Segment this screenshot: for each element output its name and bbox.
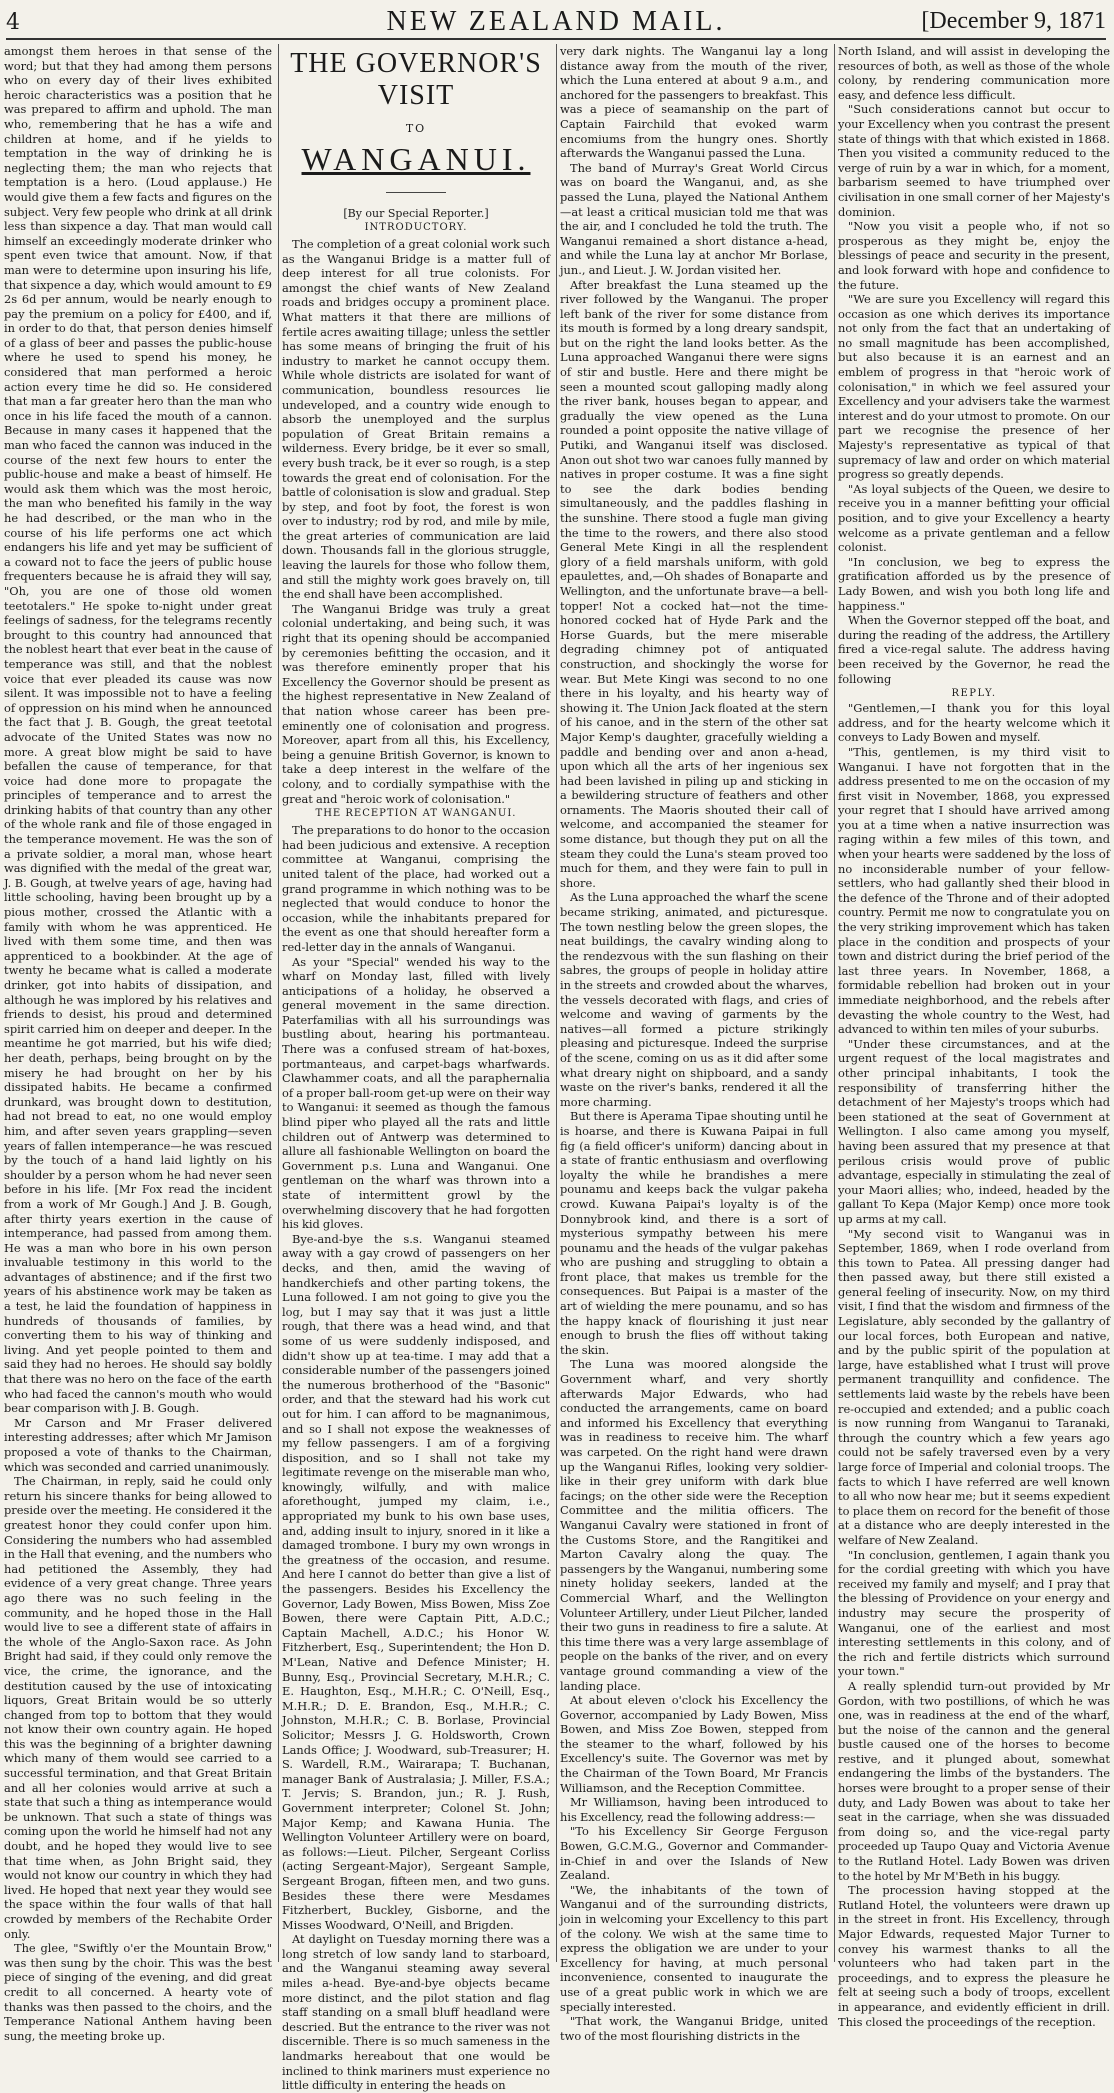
paragraph: Mr Williamson, having been introduced to his Excellency, read the following address:—: [560, 1795, 828, 1824]
paragraph: The glee, "Swiftly o'er the Mountain Brow," was then sung by the choir. This was the best piece of singing of the evening, and did great credit to all concerned. A hearty vote of thanks was then passed to the choirs, and the Temperance National Anthem having been sung, the meeting broke up.: [4, 1941, 272, 2043]
section-heading-reception: THE RECEPTION AT WANGANUI.: [315, 808, 517, 820]
paragraph: "My second visit to Wanganui was in September, 1869, when I rode overland from this town to Patea. All pressing danger had then passed away, but there still existed a general feeling of insecurity. Now, on my third visit, I find that the wisdom and firmness of the Legislature, ably seconded by the gallantry of our local forces, both European and native, and by the public spirit of the population at large, have established what I trust will prove permanent tranquillity and confidence. The settlements laid waste by the rebels have been re-occupied and extended; and a public coach is now running from Wanganui to Taranaki, through the country which a few years ago could not be safely traversed even by a very large force of Imperial and colonial troops. The facts to which I have referred are well known to all who now hear me; but it seems expedient to place them on record for the benefit of those at a distance who are deeply interested in the welfare of New Zealand.: [838, 1226, 1110, 1547]
column-1: [4, 44, 272, 2043]
paragraph: "We, the inhabitants of the town of Wanganui and of the surrounding districts, join in welcoming your Excellency to this part of the colony. We wish at the same time to express the obligation we are under to your Excellency for having, at much personal inconvenience, consented to inaugurate the use of a great public work in which we are specially interested.: [560, 1882, 828, 2014]
column-3: [560, 44, 828, 2043]
paragraph: "Now you visit a people who, if not so prosperous as they might be, enjoy the blessings of peace and security in the present, and look forward with hope and confidence to the future.: [838, 219, 1110, 292]
paragraph: The completion of a great colonial work such as the Wanganui Bridge is a matter full of deep interest for all true colonists. For amongst the chief wants of New Zealand roads and bridges occupy a prominent place. What matters it that there are millions of fertile acres awaiting tillage; unless the settler has some means of bringing the fruit of his industry to market he cannot occupy them. While whole districts are isolated for want of communication, boundless resources lie undeveloped, and a country wide enough to absorb the unemployed and the surplus population of Great Britain remains a wilderness. Every bridge, be it ever so small, every bush track, be it ever so rough, is a step towards the great end of colonisation. For the battle of colonisation is slow and gradual. Step by step, and foot by foot, the forest is won over to industry; rod by rod, and mile by mile, the great arteries of communication are laid down. Thousands fall in the glorious struggle, leaving the laurels for those who follow them, and still the mighty work goes bravely on, till the end shall have been accomplished.: [282, 237, 550, 602]
divider: [386, 192, 446, 193]
paragraph: The Wanganui Bridge was truly a great colonial undertaking, and being such, it was right that its opening should be accompanied by ceremonies befitting the occasion, and it was therefore eminently proper that his Excellency the Governor should be present as the highest representative in New Zealand of that nation whose career has been pre-eminently one of colonisation and progress. Moreover, apart from all this, his Excellency, being a genuine British Governor, is known to take a deep interest in the welfare of the colony, and to cordially sympathise with the great and "heroic work of colonisation.": [282, 601, 550, 806]
article-title-place: WANGANUI.: [301, 141, 531, 177]
paragraph: At about eleven o'clock his Excellency the Governor, accompanied by Lady Bowen, Miss Bowen, and Miss Zoe Bowen, stepped from the steamer to the wharf, followed by his Excellency's suite. The Governor was met by the Chairman of the Town Board, Mr Francis Williamson, and the Reception Committee.: [560, 1693, 828, 1795]
column-rule: [278, 44, 279, 1962]
paragraph: very dark nights. The Wanganui lay a long distance away from the mouth of the river, which the Luna entered at about 9 a.m., and anchored for the passengers to breakfast. This was a piece of seamanship on the part of Captain Fairchild that evoked warm encomiums from the hungry ones. Shortly afterwards the Wanganui passed the Luna.: [560, 44, 828, 161]
paragraph: North Island, and will assist in developing the resources of both, as well as those of the whole colony, by rendering communication more easy, and defence less difficult.: [838, 44, 1110, 102]
paragraph: As your "Special" wended his way to the wharf on Monday last, filled with lively anticipations of a holiday, he observed a general movement in the same direction. Paterfamilias with all his surroundings was bustling about, hearing his portmanteau. There was a confused stream of hat-boxes, portmanteaus, and carpet-bags wharfwards. Clawhammer coats, and all the paraphernalia of a proper ball-room get-up were on their way to Wanganui: it seemed as though the famous blind piper who played all the rats and little children out of Antwerp was determined to allure all fashionable Wellington on board the Government p.s. Luna and Wanganui. One gentleman on the wharf was thrown into a state of intermittent growl by the overwhelming discovery that he had forgotten his kid gloves.: [282, 954, 550, 1232]
paragraph: Bye-and-bye the s.s. Wanganui steamed away with a gay crowd of passengers on her decks, and then, amid the waving of handkerchiefs and other parting tokens, the Luna followed. I am not going to give you the log, but I may say that it was just a little rough, that there was a head wind, and that some of us were suddenly indisposed, and didn't show up at tea-time. I may add that a considerable number of the passengers joined the numerous brotherhood of the "Basonic" order, and that the steward had his work cut out for him. I can afford to be magnanimous, and so I shall not expose the weaknesses of my fellow passengers. I am of a forgiving disposition, and so I shall not take my legitimate revenge on the miserable man who, knowingly, wilfully, and with malice aforethought, jumped my claim, i.e., appropriated my bunk to his own base uses, and, adding insult to injury, snored in it like a damaged trombone. I bury my own wrongs in the greatness of the occasion, and resume. And here I cannot do better than give a list of the passengers. Besides his Excellency the Governor, Lady Bowen, Miss Bowen, Miss Zoe Bowen, there were Captain Pitt, A.D.C.; Captain Machell, A.D.C.; his Honor W. Fitzherbert, Esq., Superintendent; the Hon D. M'Lean, Native and Defence Minister; H. Bunny, Esq., Provincial Secretary, M.H.R.; C. E. Haughton, Esq., M.H.R.; C. O'Neill, Esq., M.H.R.; D. E. Brandon, Esq., M.H.R.; C. Johnston, M.H.R.; C. B. Borlase, Provincial Solicitor; Messrs J. G. Holdsworth, Crown Lands Office; J. Woodward, sub-Treasurer; H. S. Wardell, R.M., Wairarapa; T. Buchanan, manager Bank of Australasia; J. Miller, F.S.A.; T. Jervis; S. Brandon, jun.; R. J. Rush, Government interpreter; Colonel St. John; Major Kemp; and Kawana Hunia. The Wellington Volunteer Artillery were on board, as follows:—Lieut. Pilcher, Sergeant Corliss (acting Sergeant-Major), Sergeant Sample, Sergeant Brogan, fifteen men, and two guns. Besides these there were Mesdames Fitzherbert, Buckley, Gisborne, and the Misses Woodward, O'Neill, and Brigden.: [282, 1231, 550, 1932]
paragraph: The preparations to do honor to the occasion had been judicious and extensive. A reception committee at Wanganui, comprising the united talent of the place, had worked out a grand programme in which nothing was to be neglected that would conduce to honor the occasion, while the inhabitants prepared for the event as one that should hereafter form a red-letter day in the annals of Wanganui.: [282, 823, 550, 954]
paragraph: The Chairman, in reply, said he could only return his sincere thanks for being allowed to preside over the meeting. He considered it the greatest honor they could confer upon him. Considering the numbers who had assembled in the Hall that evening, and the numbers who had petitioned the Assembly, they had evidence of a very great change. Three years ago there was no such feeling in the community, and he hoped those in the Hall would live to see a different state of affairs in the whole of the Anglo-Saxon race. As John Bright had said, if they could only remove the vice, the crime, the ignorance, and the destitution caused by the use of intoxicating liquors, Great Britain would be so utterly changed from top to bottom that they would not know their own country again. He hoped this was the beginning of a brighter dawning which many of them would see carried to a successful termination, and that Great Britain and all her colonies would arrive at such a state that such a thing as intemperance would be unknown. That such a state of things was coming upon the world he himself had not any doubt, and he hoped they would live to see that time when, as John Bright said, they would not know our country in which they had lived. He hoped that next year they would see the space within the four walls of that hall crowded by members of the Rechabite Order only.: [4, 1474, 272, 1941]
paragraph: "We are sure you Excellency will regard this occasion as one which derives its importance not only from the fact that an undertaking of no small magnitude has been accomplished, but also because it is an earnest and an emblem of progress in that "heroic work of colonisation," in which we feel assured your Excellency and your advisers take the warmest interest and do your utmost to promote. On our part we recognise the presence of her Majesty's representative as typical of that supremacy of law and order on which material progress so greatly depends.: [838, 292, 1110, 482]
article-title-to: TO: [405, 122, 427, 135]
paragraph: "This, gentlemen, is my third visit to Wanganui. I have not forgotten that in the address presented to me on the occasion of my first visit in November, 1868, you expressed your regret that I should have arrived among you at a time when a native insurrection was raging within a few miles of this town, and when your hearts were saddened by the loss of no inconsiderable number of your fellow-settlers, who had gallantly shed their blood in the defence of the Throne and of their adopted country. Permit me now to congratulate you on the very striking improvement which has taken place in the condition and prospects of your town and district during the brief period of the last three years. In November, 1868, a formidable rebellion had broken out in your immediate neighborhood, and the rebels after devasting the whole country to the West, had advanced to within ten miles of your suburbs.: [838, 744, 1110, 1037]
page-number: 4: [6, 10, 20, 35]
column-4: [838, 44, 1110, 2029]
paragraph: A really splendid turn-out provided by Mr Gordon, with two postillions, of which he was one, was in readiness at the end of the wharf, but the noise of the cannon and the general bustle caused one of the horses to become restive, and it plunged about, somewhat endangering the limbs of the bystanders. The horses were brought to a proper sense of their duty, and Lady Bowen was about to take her seat in the carriage, when she was dissuaded from doing so, and the vice-regal party proceeded up Taupo Quay and Victoria Avenue to the Rutland Hotel. Lady Bowen was driven to the hotel by Mr M'Beth in his buggy.: [838, 1678, 1110, 1883]
paragraph: "In conclusion, gentlemen, I again thank you for the cordial greeting with which you have received my family and myself; and I pray that the blessing of Providence on your energy and industry may secure the prosperity of Wanganui, one of the earliest and most interesting settlements in this colony, and of the rich and fertile districts which surround your town.": [838, 1547, 1110, 1679]
paragraph: "Under these circumstances, and at the urgent request of the local magistrates and other principal inhabitants, I took the responsibility of transferring hither the detachment of her Majesty's troops which had been stationed at the seat of Government at Wellington. I also came among you myself, having been assured that my presence at that perilous crisis would prove of public advantage, especially in stimulating the zeal of your Maori allies; who, indeed, headed by the gallant To Kepa (Major Kemp) once more took up arms at my call.: [838, 1036, 1110, 1226]
paragraph: Mr Carson and Mr Fraser delivered interesting addresses; after which Mr Jamison proposed a vote of thanks to the Chairman, which was seconded and carried unanimously.: [4, 1415, 272, 1474]
paragraph: "That work, the Wanganui Bridge, united two of the most flourishing districts in the: [560, 2014, 828, 2043]
paragraph: The band of Murray's Great World Circus was on board the Wanganui, and, as she passed the Luna, played the National Anthem—at least a critical musician told me that was the air, and I concluded he told the truth. The Wanganui remained a short distance a-head, and while the Luna lay at anchor Mr Borlase, jun., and Lieut. J. W. Jordan visited her.: [560, 160, 828, 277]
column-rule: [556, 44, 557, 1962]
paragraph: "To his Excellency Sir George Ferguson Bowen, G.C.M.G., Governor and Commander-in-Chief in and over the Islands of New Zealand.: [560, 1824, 828, 1883]
paragraph: But there is Aperama Tipae shouting until he is hoarse, and there is Kuwana Paipai in full fig (a field officer's uniform) dancing about in a state of frantic enthusiasm and overflowing loyalty the while he brandishes a mere pounamu and keeps back the vulgar pakeha crowd. Kuwana Paipai's loyalty is of the Donnybrook kind, and there is a sort of mysterious sympathy between his mere pounamu and the heads of the vulgar pakehas who are pushing and struggling to obtain a front place, that makes us tremble for the consequences. But Paipai is a master of the art of wielding the mere pounamu, and so has the happy knack of flourishing it just near enough to brush the flies off without taking the skin.: [560, 1109, 828, 1357]
column-2: [282, 44, 550, 2093]
paragraph: The Luna was moored alongside the Government wharf, and very shortly afterwards Major Edwards, who had conducted the arrangements, came on board and informed his Excellency that everything was in readiness to receive him. The wharf was carpeted. On the right hand were drawn up the Wanganui Rifles, looking very soldier-like in their grey uniform with dark blue facings; on the other side were the Reception Committee and the militia officers. The Wanganui Cavalry were stationed in front of the Customs Store, and the Rangitikei and Marton Cavalry along the quay. The passengers by the Wanganui, numbering some ninety holiday seekers, landed at the Commercial Wharf, and the Wellington Volunteer Artillery, under Lieut Pilcher, landed their two guns in readiness to fire a salute. At this time there was a very large assemblage of people on the banks of the river, and on every vantage ground commanding a view of the landing place.: [560, 1357, 828, 1693]
masthead: [6, 4, 1106, 40]
paragraph: After breakfast the Luna steamed up the river followed by the Wanganui. The proper left bank of the river for some distance from its mouth is formed by a long dreary sandspit, but on the right the land looks better. As the Luna approached Wanganui there were signs of stir and bustle. Here and there might be seen a mounted scout galloping madly along the river bank, houses began to appear, and gradually the view opened as the Luna rounded a point opposite the native village of Putiki, and Wanganui itself was disclosed. Anon out shot two war canoes fully manned by natives in proper costume. It was a fine sight to see the dark bodies bending simultaneously, and the paddles flashing in the sunshine. There stood a fugle man giving the time to the rowers, and there also stood General Mete Kingi in all the resplendent glory of a field marshals uniform, with gold epaulettes, and,—Oh shades of Bonaparte and Wellington, and the unfortunate brave—a bell-topper! Not a cocked hat—not the time-honored cocked hat of Hyde Park and the Horse Guards, but the mere miserable degrading chimney pot of antiquated construction, and shockingly the worse for wear. But Mete Kingi was second to no one there in his loyalty, and his hearty way of showing it. The Union Jack floated at the stern of his canoe, and in the stern of the other sat Major Kemp's daughter, gracefully wielding a paddle and bending over and anon a-head, upon which all the arts of her ingenious sex had been lavished in piling up and sticking in a bewildering structure of feathers and other ornaments. The Maoris shouted their call of welcome, and accompanied the steamer for some distance, but though they put on all the steam they could the Luna's steam proved too much for them, and they were fain to pull in shore.: [560, 277, 828, 890]
section-heading-introductory: INTRODUCTORY.: [364, 222, 468, 233]
paragraph: At daylight on Tuesday morning there was a long stretch of low sandy land to starboard, and the Wanganui steaming away several miles a-head. Bye-and-bye objects became more distinct, and the pilot station and flag staff standing on a small bluff headland were descried. But the entrance to the river was not discernible. There is so much sameness in the landmarks hereabout that one would be inclined to think mariners must experience no little difficulty in entering the heads on: [282, 1932, 550, 2093]
byline: [By our Special Reporter.]: [343, 207, 489, 220]
paragraph: As the Luna approached the wharf the scene became striking, animated, and picturesque. The town nestling below the green slopes, the neat buildings, the cavalry winding along to the rendezvous with the sun flashing on their sabres, the groups of people in holiday attire in the streets and crowded about the wharves, the vessels decorated with flags, and cries of welcome and waving of garments by the natives—all formed a picture strikingly pleasing and picturesque. Indeed the surprise of the scene, coming on us as it did after some what dreary night on shipboard, and a sandy waste on the river's banks, rendered it all the more charming.: [560, 890, 828, 1109]
column-rule: [834, 44, 835, 1962]
issue-date: [December 9, 1871: [921, 8, 1106, 34]
paragraph: "In conclusion, we beg to express the gratification afforded us by the presence of Lady Bowen, and wish you both long life and happiness.": [838, 554, 1110, 613]
paragraph: "Such considerations cannot but occur to your Excellency when you contrast the present state of things with that which existed in 1868. Then you visited a community reduced to the verge of ruin by a war in which, for a moment, barbarism seemed to have triumphed over civilisation in one small corner of her Majesty's dominion.: [838, 102, 1110, 219]
paragraph: "Gentlemen,—I thank you for this loyal address, and for the hearty welcome which it conveys to Lady Bowen and myself.: [838, 701, 1110, 745]
article-title: THE GOVERNOR'S VISIT: [290, 48, 542, 111]
section-heading-reply: REPLY.: [951, 688, 997, 700]
paragraph: The procession having stopped at the Rutland Hotel, the volunteers were drawn up in the street in front. His Excellency, through Major Edwards, requested Major Turner to convey his warmest thanks to all the volunteers who had taken part in the proceedings, and to express the pleasure he felt at seeing such a body of troops, excellent in appearance, and evidently efficient in drill. This closed the proceedings of the reception.: [838, 1883, 1110, 2029]
paragraph: amongst them heroes in that sense of the word; but that they had among them persons who on every day of their lives exhibited heroic characteristics was a position that he was prepared to affirm and uphold. The man who, remembering that he has a wife and children at home, and if he yields to temptation in the way of drinking he is neglecting them; the man who rejects that temptation is a hero. (Loud applause.) He would give them a few facts and figures on the subject. Very few people who drink at all drink less than sixpence a day. That man would call himself an exceedingly moderate drinker who spent even twice that amount. Now, if that man were to determine upon insuring his life, that sixpence a day, which would amount to £9 2s 6d per annum, would be nearly enough to pay the premium on a policy for £400, and if, in order to do that, that person denies himself of a glass of beer and passes the public-house where he used to spend his money, he considered that man performed a heroic action every time he did so. He considered that man a far greater hero than the man who once in his life faced the mouth of a cannon. Because in many cases it happened that the man who faced the cannon was induced in the course of the next few hours to enter the public-house and make a beast of himself. He would ask them which was the most heroic, the man who benefited his family in the way he had described, or the man who in the course of his life performs one act which endangers his life and yet may be sufficient of a coward not to face the jeers of public house frequenters because he is afraid they will say, "Oh, you are one of those old women teetotalers." He spoke to-night under great feelings of sadness, for the telegrams recently brought to this country had announced that the noblest heart that ever beat in the cause of temperance was still, and that the noblest voice that ever pleaded its cause was now silent. It was impossible not to have a feeling of oppression on his mind when he announced the fact that J. B. Gough, the great teetotal advocate of the United States was now no more. A great blow might be said to have befallen the cause of temperance, for that voice had done more to propagate the principles of temperance and to arrest the drinking habits of that country than any other of the whole rank and file of those engaged in the temperance movement. He was the son of a private soldier, a moral man, whose heart was dignified with the medal of the great war, J. B. Gough, at twelve years of age, having had little schooling, having been brought up by a pious mother, crossed the Atlantic with a family with whom he was apprenticed. He lived with them some time, and then was apprenticed to a bookbinder. At the age of twenty he became what is called a moderate drinker, got into habits of dissipation, and although he was implored by his relatives and friends to desist, his proud and determined spirit carried him on deeper and deeper. In the meantime he got married, but his wife died; her death, perhaps, being brought on by the misery he had brought on her by his dissipated habits. He became a confirmed drunkard, was brought down to destitution, had not bread to eat, no one would employ him, and after seven years grappling—seven years of fallen intemperance—he was rescued by the touch of a hand laid lightly on his shoulder by a person whom he had never seen before in his life. [Mr Fox read the incident from a work of Mr Gough.] And J. B. Gough, after thirty years exertion in the cause of intemperance, had passed from among them. He was a man who bore in his own person invaluable testimony in this world to the advantages of abstinence; and if the first two years of his abstinence work may be taken as a test, he laid the foundation of happiness in hundreds of thousands of families, by converting them to his way of thinking and living. And yet people pointed to them and said they had no heroes. He should say boldly that there was no hero on the face of the earth who had faced the cannon's mouth who would bear comparison with J. B. Gough.: [4, 44, 272, 1416]
paragraph: "As loyal subjects of the Queen, we desire to receive you in a manner befitting your official position, and to give your Excellency a hearty welcome as a private gentleman and a fellow colonist.: [838, 481, 1110, 555]
paragraph: When the Governor stepped off the boat, and during the reading of the address, the Artillery fired a vice-regal salute. The address having been received by the Governor, he read the following: [838, 613, 1110, 686]
newspaper-title: NEW ZEALAND MAIL.: [386, 6, 726, 37]
